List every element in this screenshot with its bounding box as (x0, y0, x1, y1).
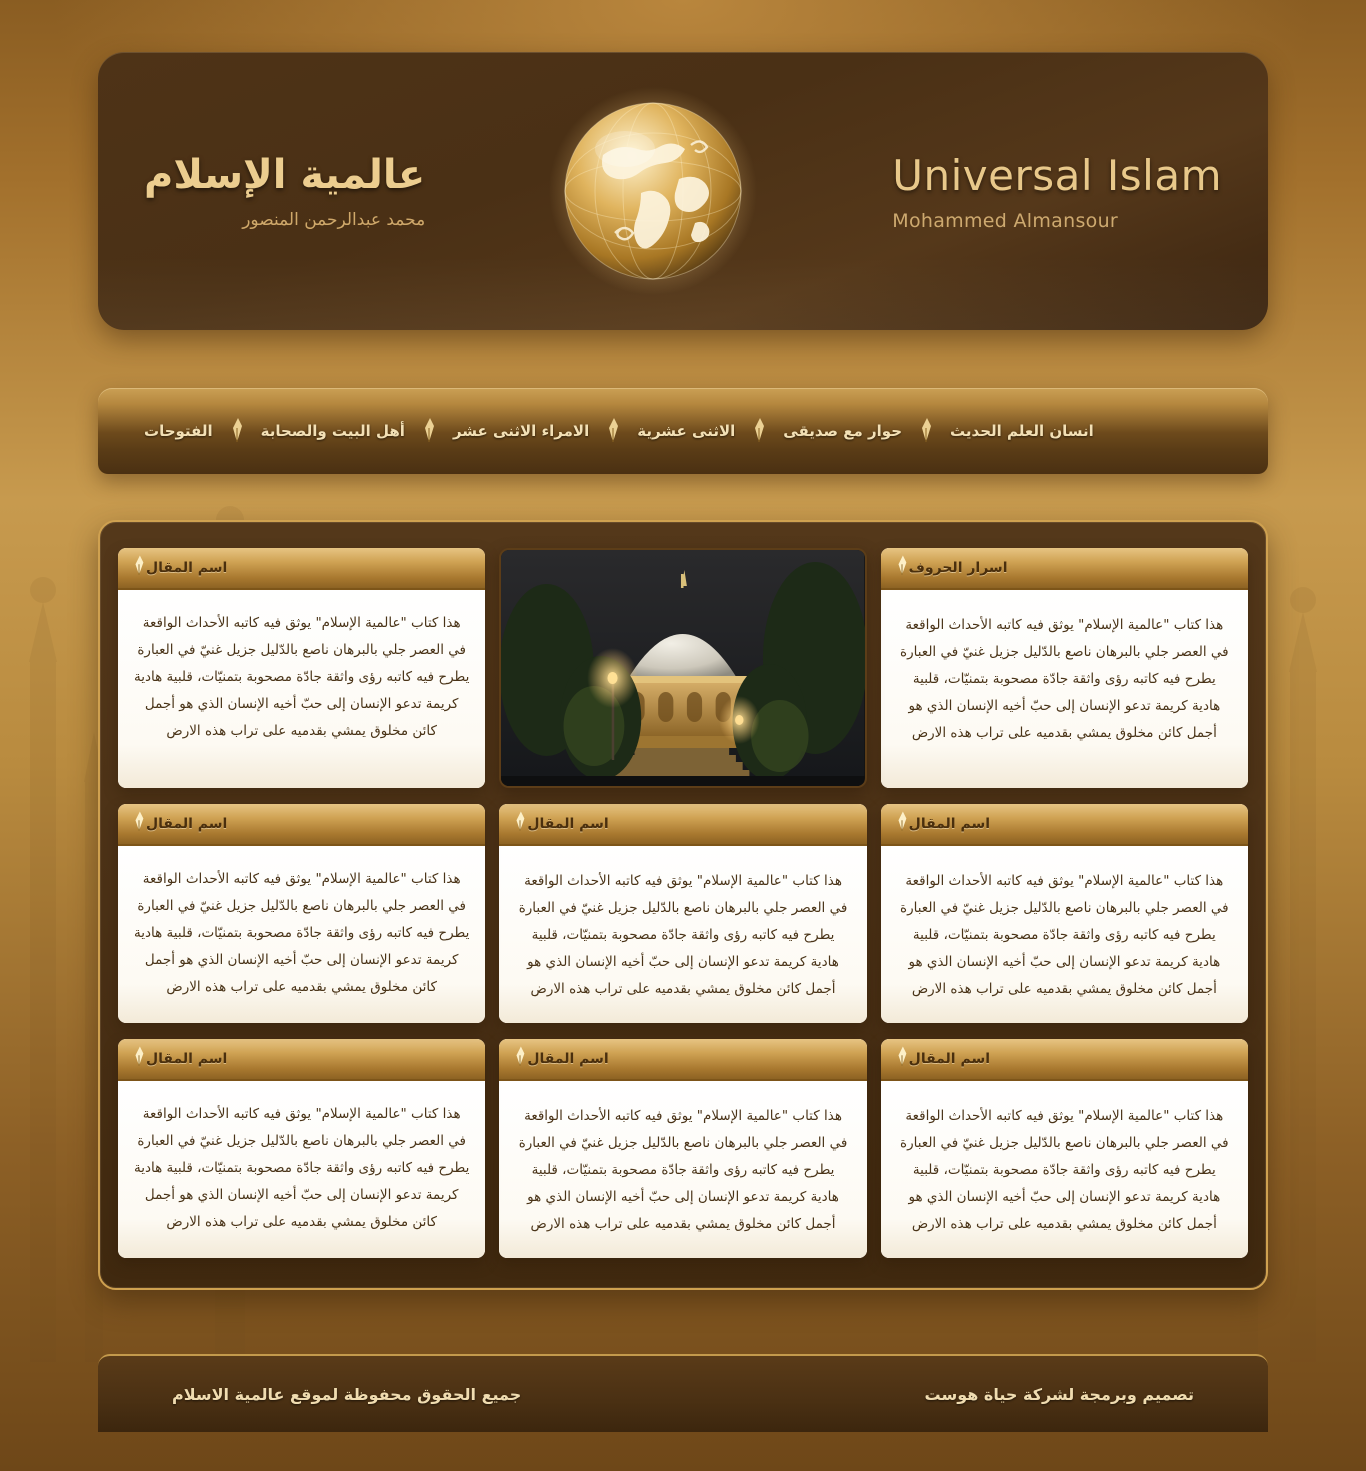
article-card-asrar-alhuruf[interactable] (881, 548, 1248, 788)
globe-icon (545, 83, 761, 299)
article-card-3[interactable] (499, 804, 866, 1023)
card-header (118, 804, 485, 846)
nav-item-1[interactable]: أهل البيت والصحابة (260, 422, 405, 440)
brand-english-title: Universal Islam (892, 150, 1222, 200)
card-body: هذا كتاب "عالمية الإسلام" يوثق فيه كاتبه الأحداث الواقعة في العصر جلي بالبرهان ناصع بالدّليل جزيل غنيّ في العبارة يطرح فيه كاتبه رؤى واثقة جادّة مصحوبة بتمنيّات، قلبية هادية كريمة تدعو الإنسان إلى حبّ أخيه الإنسان الذي هو أجمل كائن مخلوق يمشي بقدميه على تراب هذه الارض (499, 846, 866, 1023)
card-body: هذا كتاب "عالمية الإسلام" يوثق فيه كاتبه الأحداث الواقعة في العصر جلي بالبرهان ناصع بالدّليل جزيل غنيّ في العبارة يطرح فيه كاتبه رؤى واثقة جادّة مصحوبة بتمنيّات، قلبية هادية كريمة تدعو الإنسان إلى حبّ أخيه الإنسان الذي هو أجمل كائن مخلوق يمشي بقدميه على تراب هذه الارض (499, 1081, 866, 1258)
pen-nib-icon (605, 418, 621, 444)
card-body: هذا كتاب "عالمية الإسلام" يوثق فيه كاتبه الأحداث الواقعة في العصر جلي بالبرهان ناصع بالدّليل جزيل غنيّ في العبارة يطرح فيه كاتبه رؤى واثقة جادّة مصحوبة بتمنيّات، قلبية هادية كريمة تدعو الإنسان إلى حبّ أخيه الإنسان الذي هو أجمل كائن مخلوق يمشي بقدميه على تراب هذه الارض (881, 846, 1248, 1023)
pen-nib-icon (132, 554, 146, 582)
pen-nib-icon (513, 1045, 527, 1073)
article-card-0[interactable] (118, 548, 485, 788)
footer-copyright: جميع الحقوق محفوظة لموقع عالمية الاسلام (172, 1384, 522, 1404)
card-body: هذا كتاب "عالمية الإسلام" يوثق فيه كاتبه الأحداث الواقعة في العصر جلي بالبرهان ناصع بالدّليل جزيل غنيّ في العبارة يطرح فيه كاتبه رؤى واثقة جادّة مصحوبة بتمنيّات، قلبية هادية كريمة تدعو الإنسان إلى حبّ أخيه الإنسان الذي هو أجمل كائن مخلوق يمشي بقدميه على تراب هذه الارض (881, 590, 1248, 788)
pen-nib-icon (895, 554, 909, 582)
card-header (118, 548, 485, 590)
nav-item-4[interactable]: حوار مع صديقى (783, 422, 903, 440)
brand-english (892, 151, 1222, 232)
card-title: اسم المقال (527, 816, 609, 832)
pen-nib-icon (895, 1045, 909, 1073)
pen-nib-icon (918, 418, 934, 444)
article-card-5[interactable] (881, 1039, 1248, 1258)
card-title: اسرار الحروف (908, 560, 1008, 576)
card-title: اسم المقال (908, 816, 991, 832)
footer-credits[interactable]: تصميم وبرمجة لشركة حياة هوست (924, 1384, 1194, 1404)
nav-item-5[interactable]: انسان العلم الحديث (950, 422, 1094, 440)
content-panel (98, 520, 1268, 1290)
articles-grid (118, 548, 1248, 1258)
pen-nib-icon (895, 810, 909, 838)
page-root (0, 52, 1366, 1432)
brand-arabic-title: عالمية الإسلام (144, 152, 426, 198)
pen-nib-icon (513, 810, 527, 838)
card-body: هذا كتاب "عالمية الإسلام" يوثق فيه كاتبه الأحداث الواقعة في العصر جلي بالبرهان ناصع بالدّليل جزيل غنيّ في العبارة يطرح فيه كاتبه رؤى واثقة جادّة مصحوبة بتمنيّات، قلبية هادية كريمة تدعو الإنسان إلى حبّ أخيه الإنسان الذي هو أجمل كائن مخلوق يمشي بقدميه على تراب هذه الارض (881, 1081, 1248, 1258)
card-title: اسم المقال (146, 1051, 228, 1067)
article-card-2[interactable] (881, 804, 1248, 1023)
card-title: اسم المقال (146, 560, 228, 576)
card-body: هذا كتاب "عالمية الإسلام" يوثق فيه كاتبه الأحداث الواقعة في العصر جلي بالبرهان ناصع بالدّليل جزيل غنيّ في العبارة يطرح فيه كاتبه رؤى واثقة جادّة مصحوبة بتمنيّات، قلبية هادية كريمة تدعو الإنسان إلى حبّ أخيه الإنسان الذي هو أجمل كائن مخلوق يمشي بقدميه على تراب هذه الارض (118, 1081, 485, 1258)
card-header (881, 1039, 1248, 1081)
article-card-6[interactable] (499, 1039, 866, 1258)
brand-arabic (144, 152, 425, 230)
card-body: هذا كتاب "عالمية الإسلام" يوثق فيه كاتبه الأحداث الواقعة في العصر جلي بالبرهان ناصع بالدّليل جزيل غنيّ في العبارة يطرح فيه كاتبه رؤى واثقة جادّة مصحوبة بتمنيّات، قلبية هادية كريمة تدعو الإنسان إلى حبّ أخيه الإنسان الذي هو أجمل كائن مخلوق يمشي بقدميه على تراب هذه الارض (118, 590, 485, 788)
nav-item-2[interactable]: الامراء الاثنى عشر (452, 422, 590, 440)
article-card-4[interactable] (118, 804, 485, 1023)
card-header (881, 804, 1248, 846)
article-card-7[interactable] (118, 1039, 485, 1258)
card-header (118, 1039, 485, 1081)
dome-of-the-rock-photo (499, 548, 866, 788)
site-footer (98, 1354, 1268, 1432)
site-header (98, 52, 1268, 330)
nav-item-0[interactable]: الفتوحات (144, 422, 213, 440)
nav-item-3[interactable]: الاثنى عشرية (637, 422, 736, 440)
pen-nib-icon (132, 1045, 146, 1073)
card-header (881, 548, 1248, 590)
main-navigation[interactable] (98, 388, 1268, 474)
brand-english-subtitle: Mohammed Almansour (892, 209, 1119, 232)
card-title: اسم المقال (908, 1051, 991, 1067)
pen-nib-icon (421, 418, 437, 444)
card-header (499, 804, 866, 846)
pen-nib-icon (229, 418, 245, 444)
card-body: هذا كتاب "عالمية الإسلام" يوثق فيه كاتبه الأحداث الواقعة في العصر جلي بالبرهان ناصع بالدّليل جزيل غنيّ في العبارة يطرح فيه كاتبه رؤى واثقة جادّة مصحوبة بتمنيّات، قلبية هادية كريمة تدعو الإنسان إلى حبّ أخيه الإنسان الذي هو أجمل كائن مخلوق يمشي بقدميه على تراب هذه الارض (118, 846, 485, 1023)
brand-arabic-subtitle: محمد عبدالرحمن المنصور (242, 210, 426, 230)
card-title: اسم المقال (527, 1051, 609, 1067)
card-header (499, 1039, 866, 1081)
pen-nib-icon (132, 810, 146, 838)
card-title: اسم المقال (146, 816, 228, 832)
pen-nib-icon (751, 418, 767, 444)
